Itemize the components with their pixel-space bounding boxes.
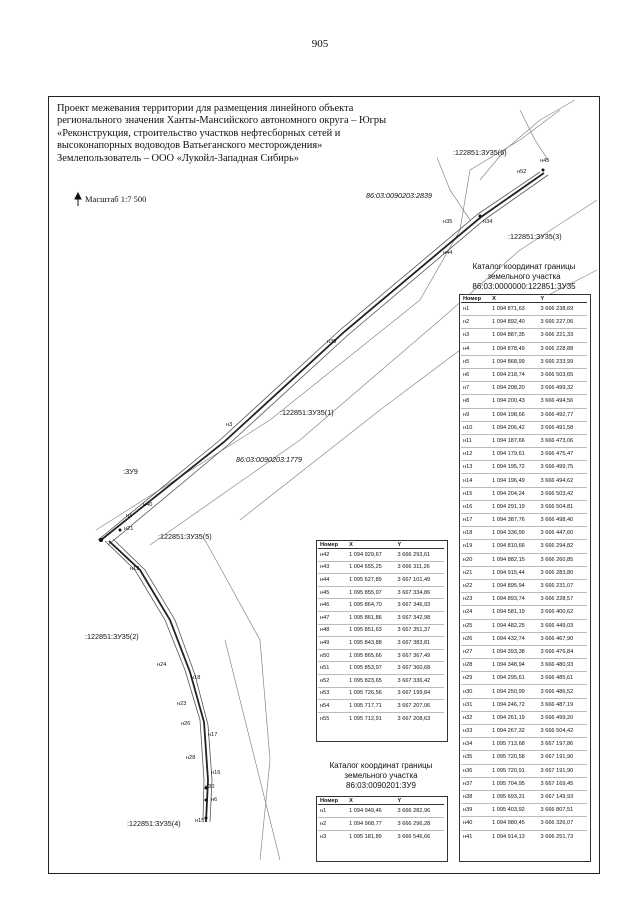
- table-cell: 3 667 342,98: [396, 611, 444, 624]
- table-cell: н13: [461, 461, 490, 474]
- table-row: [318, 687, 444, 700]
- page-number: 905: [311, 38, 329, 50]
- parcel-label-zu9: :ЗУ9: [123, 467, 138, 476]
- table-cell: 1 095 853,97: [347, 662, 395, 675]
- table-cell: 3 666 504,42: [539, 725, 587, 738]
- table-cell: н42: [318, 549, 347, 562]
- table-cell: 1 094 914,13: [490, 830, 538, 843]
- col-header: X: [347, 542, 395, 549]
- parcel-label-zu35-3: :122851:ЗУ35(3): [508, 232, 562, 241]
- table-cell: 3 666 499,32: [539, 382, 587, 395]
- table-cell: 1 095 726,56: [347, 687, 395, 700]
- table-cell: н47: [318, 611, 347, 624]
- table-cell: н9: [461, 408, 490, 421]
- table-row: [318, 700, 444, 713]
- point-label: н39: [327, 339, 337, 345]
- table-row: [461, 553, 587, 566]
- table-row: [461, 566, 587, 579]
- table-cell: н30: [461, 685, 490, 698]
- point-label: н30: [205, 784, 215, 790]
- table-row: [461, 619, 587, 632]
- table-cell: 3 667 334,86: [396, 586, 444, 599]
- table-cell: 1 094 208,20: [490, 382, 538, 395]
- table-row: [461, 830, 587, 843]
- table-cell: 1 095 704,95: [490, 777, 538, 790]
- table-cell: 1 094 295,61: [490, 672, 538, 685]
- point-label: н16: [211, 770, 221, 776]
- table-cell: 3 666 326,07: [539, 817, 587, 830]
- table-cell: 1 094 336,99: [490, 527, 538, 540]
- table-cell: 3 666 486,52: [539, 685, 587, 698]
- table-row: [461, 606, 587, 619]
- col-header: Y: [396, 542, 444, 549]
- table-cell: 3 667 367,49: [396, 649, 444, 662]
- table-cell: 3 666 221,33: [539, 329, 587, 342]
- table-cell: 1 094 393,38: [490, 645, 538, 658]
- point-label: н17: [208, 732, 218, 738]
- table-cell: 1 095 713,68: [490, 738, 538, 751]
- table-cell: 3 666 485,61: [539, 672, 587, 685]
- point-label: н26: [181, 721, 191, 727]
- point-label: н6: [211, 797, 218, 803]
- table-cell: н27: [461, 645, 490, 658]
- table-cell: 3 666 499,20: [539, 711, 587, 724]
- table-cell: н35: [461, 751, 490, 764]
- table-cell: н25: [461, 619, 490, 632]
- table-cell: 3 667 207,06: [396, 700, 444, 713]
- table-cell: н7: [461, 382, 490, 395]
- table-cell: 1 094 261,19: [490, 711, 538, 724]
- table-cell: 1 095 861,86: [347, 611, 395, 624]
- table-row: [461, 738, 587, 751]
- cadastral-label-2839: 86:03:0090203:2839: [366, 191, 432, 200]
- table-cell: 3 667 101,49: [396, 574, 444, 587]
- table-cell: 3 666 227,06: [539, 316, 587, 329]
- table-cell: 1 095 403,92: [490, 804, 538, 817]
- table-cell: н11: [461, 434, 490, 447]
- table-cell: н37: [461, 777, 490, 790]
- table-row: [461, 355, 587, 368]
- table-row: [461, 487, 587, 500]
- table-cell: 1 094 915,44: [490, 566, 538, 579]
- cadastral-label-1779: 86:03:0090203:1779: [236, 455, 302, 464]
- table-row: [318, 649, 444, 662]
- table-cell: 1 094 887,35: [490, 329, 538, 342]
- table-row: [318, 599, 444, 612]
- table-cell: 1 094 980,45: [490, 817, 538, 830]
- table-cell: 1 094 267,32: [490, 725, 538, 738]
- table-cell: 1 095 627,89: [347, 574, 395, 587]
- table-cell: 1 094 810,66: [490, 540, 538, 553]
- table-row: [461, 698, 587, 711]
- table-cell: 3 666 228,57: [539, 593, 587, 606]
- table-cell: н52: [318, 674, 347, 687]
- table-cell: н3: [461, 329, 490, 342]
- table-row: [461, 461, 587, 474]
- table-cell: 1 094 250,99: [490, 685, 538, 698]
- table-cell: 3 666 449,03: [539, 619, 587, 632]
- table-cell: н19: [461, 540, 490, 553]
- table-cell: 3 666 293,61: [396, 549, 444, 562]
- table-cell: 1 095 720,58: [490, 751, 538, 764]
- table-row: [318, 549, 444, 562]
- table-cell: 3 666 400,62: [539, 606, 587, 619]
- point-label: н23: [177, 701, 187, 707]
- col-header: Y: [396, 798, 444, 805]
- col-header: X: [347, 798, 395, 805]
- table-cell: н1: [461, 303, 490, 316]
- table-cell: 3 667 346,93: [396, 599, 444, 612]
- table-cell: 1 094 871,63: [490, 303, 538, 316]
- table-row: [318, 561, 444, 574]
- table-cell: 3 666 260,85: [539, 553, 587, 566]
- table-cell: н44: [318, 574, 347, 587]
- table-title-line: Каталог координат границы: [472, 262, 576, 271]
- table-cell: 1 094 198,66: [490, 408, 538, 421]
- table-cell: н2: [461, 316, 490, 329]
- table-title-line: 86:03:0000000:122851:ЗУ35: [472, 282, 576, 291]
- table-cell: 1 094 432,74: [490, 632, 538, 645]
- table-cell: 3 666 296,28: [396, 818, 444, 831]
- table-cell: н40: [461, 817, 490, 830]
- table-cell: н51: [318, 662, 347, 675]
- table-row: [461, 500, 587, 513]
- point-label: н15: [195, 818, 205, 824]
- table-zu35-title: [458, 262, 590, 292]
- point-label: н3: [226, 422, 233, 428]
- table-row: [318, 662, 444, 675]
- table-row: [318, 674, 444, 687]
- table-cell: 3 666 504,81: [539, 500, 587, 513]
- point-label: н18: [191, 675, 201, 681]
- point-label: н44: [443, 250, 453, 256]
- table-zu9-title: [315, 761, 447, 791]
- table-cell: 3 667 169,45: [539, 777, 587, 790]
- title-line: Проект межевания территории для размещения линейного объекта: [57, 103, 354, 114]
- table-row: [461, 645, 587, 658]
- table-cell: н43: [318, 561, 347, 574]
- table-row: [461, 434, 587, 447]
- table-row: [461, 711, 587, 724]
- point-label: н52: [517, 169, 527, 175]
- table-row: [318, 805, 444, 818]
- table-row: [461, 685, 587, 698]
- scale-text: Масштаб 1:7 500: [85, 194, 147, 204]
- table-cell: 3 667 351,37: [396, 624, 444, 637]
- table-cell: н54: [318, 700, 347, 713]
- table-cell: 1 095 717,71: [347, 700, 395, 713]
- table-cell: н49: [318, 637, 347, 650]
- table-cell: 1 095 712,91: [347, 712, 395, 725]
- project-title: [57, 103, 437, 165]
- point-label: н1: [126, 513, 133, 519]
- table-cell: 1 095 181,89: [347, 831, 395, 844]
- table-row: [461, 790, 587, 803]
- table-cell: 3 666 498,40: [539, 514, 587, 527]
- col-header: Номер: [461, 296, 490, 303]
- table-cell: 1 094 218,74: [490, 368, 538, 381]
- table-cell: 3 667 191,90: [539, 751, 587, 764]
- table-title-line: земельного участка: [487, 272, 561, 281]
- table-cell: 3 666 473,06: [539, 434, 587, 447]
- table-cell: н33: [461, 725, 490, 738]
- parcel-label-zu35-2: :122851:ЗУ35(2): [85, 632, 139, 641]
- table-cell: 3 667 336,42: [396, 674, 444, 687]
- table-cell: 1 095 864,70: [347, 599, 395, 612]
- table-cell: 1 094 206,42: [490, 421, 538, 434]
- table-cell: 3 667 191,90: [539, 764, 587, 777]
- table-cell: 3 667 360,68: [396, 662, 444, 675]
- title-line: Землепользователь – ООО «Лукойл-Западная Сибирь»: [57, 152, 299, 164]
- table-cell: н20: [461, 553, 490, 566]
- table-row: [461, 579, 587, 592]
- table-title-line: Каталог координат границы: [329, 761, 433, 770]
- table-row: [461, 632, 587, 645]
- table-cell: 3 666 311,26: [396, 561, 444, 574]
- table-cell: 1 095 720,91: [490, 764, 538, 777]
- table-cell: 3 666 491,58: [539, 421, 587, 434]
- table-cell: н32: [461, 711, 490, 724]
- table-cell: н21: [461, 566, 490, 579]
- table-row: [461, 817, 587, 830]
- table-cell: н3: [318, 831, 347, 844]
- table-cell: 3 666 480,93: [539, 659, 587, 672]
- table-cell: 1 094 387,76: [490, 514, 538, 527]
- table-cell: 3 666 231,07: [539, 579, 587, 592]
- table-cell: 3 666 282,96: [396, 805, 444, 818]
- table-title-line: земельного участка: [344, 771, 418, 780]
- table-cell: 1 094 878,49: [490, 342, 538, 355]
- table-cell: 3 666 503,65: [539, 368, 587, 381]
- col-header: Номер: [318, 542, 347, 549]
- table-cell: н8: [461, 395, 490, 408]
- table-row: [461, 672, 587, 685]
- coordinate-table-zu9: [318, 798, 444, 844]
- table-cell: н18: [461, 527, 490, 540]
- table-row: [318, 624, 444, 637]
- table-cell: 1 095 855,97: [347, 586, 395, 599]
- table-cell: н2: [318, 818, 347, 831]
- table-cell: 1 094 196,49: [490, 474, 538, 487]
- table-row: [318, 611, 444, 624]
- table-cell: н6: [461, 368, 490, 381]
- point-label: н21: [124, 526, 134, 532]
- table-row: [461, 316, 587, 329]
- table-cell: 1 095 843,88: [347, 637, 395, 650]
- table-cell: н45: [318, 586, 347, 599]
- scale-label: [73, 194, 146, 204]
- table-cell: н46: [318, 599, 347, 612]
- table-cell: н53: [318, 687, 347, 700]
- point-label: н45: [540, 158, 550, 164]
- title-line: «Реконструкция, строительство участков нефтесборных сетей и: [57, 127, 341, 139]
- table-cell: н31: [461, 698, 490, 711]
- table-cell: н29: [461, 672, 490, 685]
- table-cell: 1 094 200,43: [490, 395, 538, 408]
- table-cell: 3 666 487,19: [539, 698, 587, 711]
- point-label: н28: [186, 755, 196, 761]
- table-cell: 3 667 149,93: [539, 790, 587, 803]
- table-cell: н38: [461, 790, 490, 803]
- table-cell: 1 094 179,61: [490, 448, 538, 461]
- table-row: [461, 527, 587, 540]
- table-cell: 3 667 197,86: [539, 738, 587, 751]
- table-row: [461, 764, 587, 777]
- table-cell: 3 667 208,63: [396, 712, 444, 725]
- title-line: высоконапорных водоводов Ватьеганского месторождения»: [57, 140, 323, 152]
- table-cell: 1 094 882,15: [490, 553, 538, 566]
- table-cell: н41: [461, 830, 490, 843]
- table-cell: 1 094 291,19: [490, 500, 538, 513]
- table-row: [461, 329, 587, 342]
- table-cell: н28: [461, 659, 490, 672]
- table-row: [461, 395, 587, 408]
- table-row: [318, 818, 444, 831]
- table-cell: н15: [461, 487, 490, 500]
- table-row: [461, 593, 587, 606]
- table-cell: 3 666 807,51: [539, 804, 587, 817]
- table-cell: н50: [318, 649, 347, 662]
- table-cell: 1 094 968,77: [347, 818, 395, 831]
- table-cell: 1 094 246,72: [490, 698, 538, 711]
- table-cell: 1 094 893,74: [490, 593, 538, 606]
- table-cell: н10: [461, 421, 490, 434]
- table-cell: н22: [461, 579, 490, 592]
- table-cell: 3 666 494,62: [539, 474, 587, 487]
- table-cell: 1 094 204,24: [490, 487, 538, 500]
- table-row: [461, 725, 587, 738]
- table-cell: 1 094 892,40: [490, 316, 538, 329]
- table-cell: 1 094 482,25: [490, 619, 538, 632]
- table-cell: н48: [318, 624, 347, 637]
- parcel-label-zu35-5: :122851:ЗУ35(5): [158, 532, 212, 541]
- table-cell: 1 095 865,66: [347, 649, 395, 662]
- table-cell: н23: [461, 593, 490, 606]
- table-row: [461, 474, 587, 487]
- table-cell: н14: [461, 474, 490, 487]
- parcel-label-zu35-6: :122851:ЗУ35(6): [453, 148, 507, 157]
- table-cell: 3 666 238,69: [539, 303, 587, 316]
- table-cell: н24: [461, 606, 490, 619]
- table-cell: н17: [461, 514, 490, 527]
- table-cell: 1 094 868,99: [490, 355, 538, 368]
- table-cell: 3 666 228,88: [539, 342, 587, 355]
- table-cell: 3 666 546,66: [396, 831, 444, 844]
- table-row: [318, 712, 444, 725]
- table-cell: н39: [461, 804, 490, 817]
- table-row: [461, 368, 587, 381]
- table-cell: 1 094 929,67: [347, 549, 395, 562]
- col-header: Номер: [318, 798, 347, 805]
- table-cell: н16: [461, 500, 490, 513]
- point-label: н34: [483, 219, 493, 225]
- coordinate-table-zu35: [461, 296, 587, 843]
- table-cell: 1 094 581,19: [490, 606, 538, 619]
- table-cell: 1 094 949,46: [347, 805, 395, 818]
- coordinate-table-mid: [318, 542, 444, 725]
- col-header: X: [490, 296, 538, 303]
- col-header: Y: [539, 296, 587, 303]
- table-cell: 3 666 494,56: [539, 395, 587, 408]
- table-cell: 3 666 294,82: [539, 540, 587, 553]
- table-row: [461, 303, 587, 316]
- table-row: [461, 342, 587, 355]
- table-cell: 1 094 187,66: [490, 434, 538, 447]
- table-cell: 1 094 195,72: [490, 461, 538, 474]
- table-cell: 1 094 348,94: [490, 659, 538, 672]
- point-label: н35: [443, 219, 453, 225]
- table-row: [461, 540, 587, 553]
- table-cell: 1 095 693,31: [490, 790, 538, 803]
- table-cell: н34: [461, 738, 490, 751]
- table-cell: 3 666 233,99: [539, 355, 587, 368]
- table-cell: н26: [461, 632, 490, 645]
- parcel-label-zu35-4: :122851:ЗУ35(4): [127, 819, 181, 828]
- table-cell: н4: [461, 342, 490, 355]
- point-label: н24: [157, 662, 167, 668]
- table-row: [318, 574, 444, 587]
- table-cell: 3 667 199,84: [396, 687, 444, 700]
- table-cell: 3 666 503,42: [539, 487, 587, 500]
- table-cell: 3 667 383,81: [396, 637, 444, 650]
- table-row: [461, 751, 587, 764]
- table-cell: 1 094 895,94: [490, 579, 538, 592]
- table-cell: 3 666 475,47: [539, 448, 587, 461]
- table-cell: 1 004 655,25: [347, 561, 395, 574]
- table-row: [461, 659, 587, 672]
- table-title-line: 86:03:0090201:ЗУ9: [346, 781, 416, 790]
- table-row: [461, 804, 587, 817]
- table-row: [461, 421, 587, 434]
- table-row: [461, 448, 587, 461]
- table-cell: н5: [461, 355, 490, 368]
- point-label: н19: [130, 566, 140, 572]
- table-row: [461, 777, 587, 790]
- table-row: [461, 382, 587, 395]
- table-cell: 1 095 851,63: [347, 624, 395, 637]
- table-row: [318, 637, 444, 650]
- point-label: н40: [143, 502, 153, 508]
- title-line: регионального значения Ханты-Мансийского автономного округа – Югры: [57, 115, 387, 127]
- table-cell: 3 666 499,75: [539, 461, 587, 474]
- table-row: [318, 831, 444, 844]
- table-cell: 1 095 823,65: [347, 674, 395, 687]
- table-cell: н1: [318, 805, 347, 818]
- table-cell: 3 666 283,80: [539, 566, 587, 579]
- table-cell: 3 666 447,60: [539, 527, 587, 540]
- table-cell: 3 666 492,77: [539, 408, 587, 421]
- table-row: [318, 586, 444, 599]
- table-cell: н36: [461, 764, 490, 777]
- table-cell: н55: [318, 712, 347, 725]
- table-cell: 3 666 251,73: [539, 830, 587, 843]
- table-cell: 3 666 476,84: [539, 645, 587, 658]
- table-cell: 3 666 467,90: [539, 632, 587, 645]
- table-row: [461, 408, 587, 421]
- table-row: [461, 514, 587, 527]
- parcel-label-zu35-1: :122851:ЗУ35(1): [280, 408, 334, 417]
- table-cell: н12: [461, 448, 490, 461]
